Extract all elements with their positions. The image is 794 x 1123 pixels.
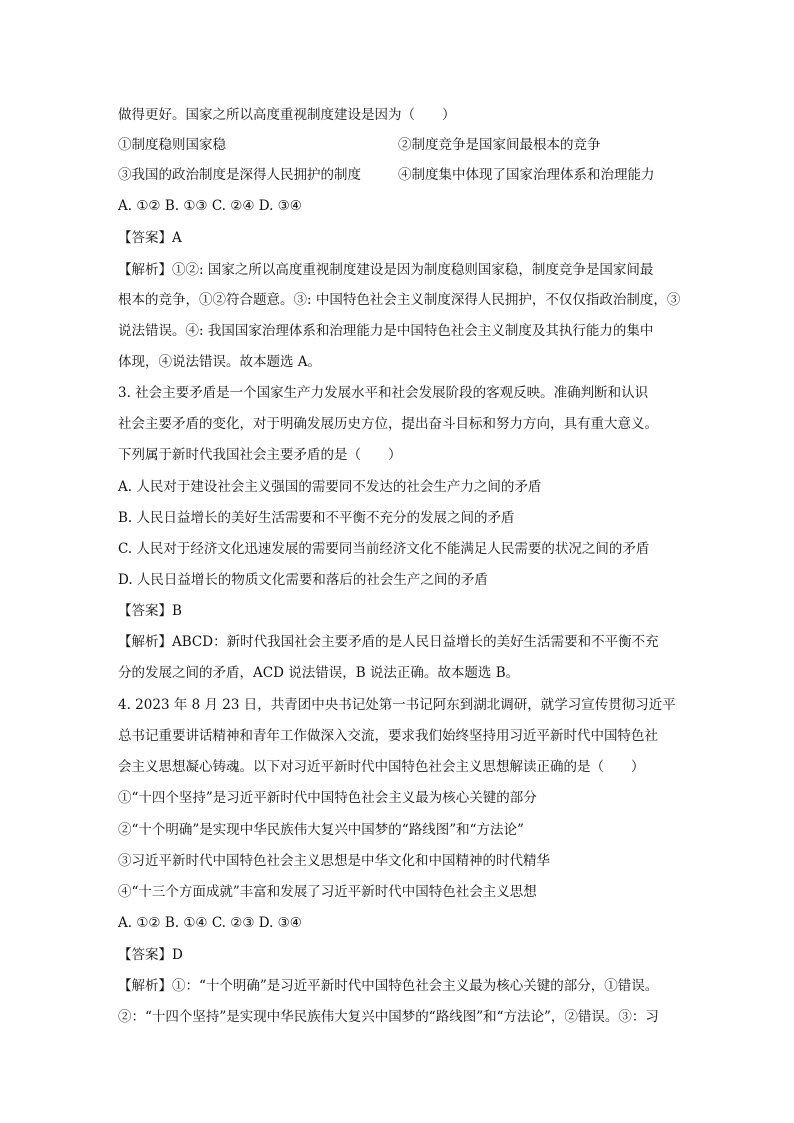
q4-analysis-line: ②：“十四个坚持”是实现中华民族伟大复兴中国梦的“路线图”和“方法论”，②错误。③：习 [118, 1009, 659, 1025]
q2-option-4: ④制度集中体现了国家治理体系和治理能力 [398, 167, 655, 183]
q4-stem-line: 总书记重要讲话精神和青年工作做深入交流，要求我们始终坚持用习近平新时代中国特色社 [118, 728, 658, 744]
q4-statement-4: ④“十三个方面成就”丰富和发展了习近平新时代中国特色社会主义思想 [118, 884, 537, 900]
q3-answer: 【答案】B [118, 603, 182, 619]
q2-analysis-line: 体现，④说法错误。故本题选 A。 [118, 354, 322, 370]
q4-stem-line: 4. 2023 年 8 月 23 日，共青团中央书记处第一书记阿东到湖北调研，就学习宣传贯彻习近平 [118, 697, 676, 713]
q2-answer: 【答案】A [118, 230, 182, 246]
q3-stem-line: 社会主要矛盾的变化，对于明确发展历史方位，提出奋斗目标和努力方向，具有重大意义。 [118, 416, 658, 432]
q4-analysis-line: 【解析】①：“十个明确”是习近平新时代中国特色社会主义最为核心关键的部分，①错误。 [118, 978, 659, 994]
q3-stem-line: 3. 社会主要矛盾是一个国家生产力发展水平和社会发展阶段的客观反映。准确判断和认识 [118, 385, 649, 401]
q3-stem-line: 下列属于新时代我国社会主要矛盾的是（ ） [118, 447, 402, 463]
q2-stem: 做得更好。国家之所以高度重视制度建设是因为（ ） [118, 107, 456, 123]
q2-options-row-2 [118, 166, 688, 184]
q2-analysis-line: 【解析】①②: 国家之所以高度重视制度建设是因为制度稳则国家稳，制度竞争是国家间最 [118, 262, 654, 278]
q2-analysis-line: 说法错误。④: 我国国家治理体系和治理能力是中国特色社会主义制度及其执行能力的集中 [118, 323, 654, 339]
q3-option-d: D. 人民日益增长的物质文化需要和落后的社会生产之间的矛盾 [118, 572, 488, 588]
q2-options-row-1 [118, 136, 688, 154]
q4-statement-3: ③习近平新时代中国特色社会主义思想是中华文化和中国精神的时代精华 [118, 853, 550, 869]
q3-option-b: B. 人民日益增长的美好生活需要和不平衡不充分的发展之间的矛盾 [118, 510, 515, 526]
q3-analysis-line: 分的发展之间的矛盾，ACD 说法错误，B 说法正确。故本题选 B。 [118, 665, 520, 681]
q4-choices: A. ①② B. ①④ C. ②③ D. ③④ [118, 915, 302, 931]
q3-option-c: C. 人民对于经济文化迅速发展的需要同当前经济文化不能满足人民需要的状况之间的矛盾 [118, 541, 650, 557]
q2-option-2: ②制度竞争是国家间最根本的竞争 [398, 137, 601, 153]
q2-option-1: ①制度稳则国家稳 [118, 137, 226, 153]
q2-analysis-line: 根本的竞争，①②符合题意。③: 中国特色社会主义制度深得人民拥护，不仅仅指政治制度，③ [118, 292, 681, 308]
q3-option-a: A. 人民对于建设社会主义强国的需要同不发达的社会生产力之间的矛盾 [118, 479, 542, 495]
q4-statement-2: ②“十个明确”是实现中华民族伟大复兴中国梦的“路线图”和“方法论” [118, 822, 524, 838]
q4-answer: 【答案】D [118, 947, 183, 963]
q4-stem-line: 会主义思想凝心铸魂。以下对习近平新时代中国特色社会主义思想解读正确的是（ ） [118, 759, 645, 775]
q3-analysis-line: 【解析】ABCD：新时代我国社会主要矛盾的是人民日益增长的美好生活需要和不平衡不充 [118, 634, 659, 650]
q2-option-3: ③我国的政治制度是深得人民拥护的制度 [118, 167, 361, 183]
q4-statement-1: ①“十四个坚持”是习近平新时代中国特色社会主义最为核心关键的部分 [118, 790, 537, 806]
q2-choices: A. ①② B. ①③ C. ②④ D. ③④ [118, 198, 302, 214]
